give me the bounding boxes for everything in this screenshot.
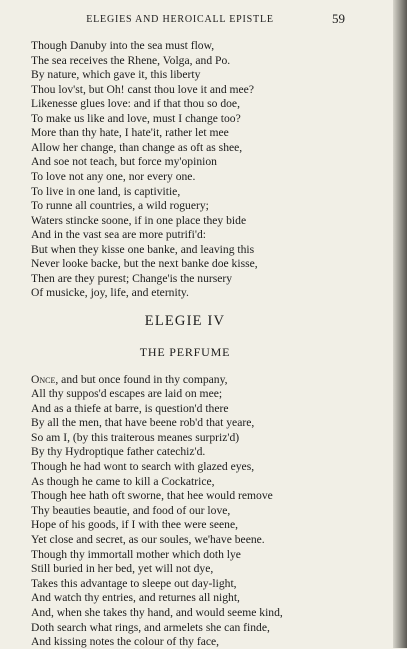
verse-line: Then are they purest; Change'is the nursery [31, 271, 233, 285]
verse-line: To love not any one, nor every one. [31, 169, 196, 183]
verse-line: Hope of his goods, if I with thee were seene, [31, 518, 239, 532]
verse-line: To runne all countries, a wild roguery; [31, 199, 209, 213]
verse-line: By nature, which gave it, this liberty [31, 68, 201, 82]
verse-line: Of musicke, joy, life, and eternity. [31, 286, 189, 300]
verse-line: All thy suppos'd escapes are laid on mee; [31, 387, 223, 400]
verse-line: And as a thiefe at barre, is question'd there [31, 401, 229, 415]
verse-line-rest: and but once found in thy company, [58, 373, 228, 386]
verse-line: To live in one land, is captivitie, [31, 184, 181, 198]
verse-line: Thy beauties beautie, and food of our love, [31, 503, 231, 517]
verse-line: And, when she takes thy hand, and would seeme kind, [31, 606, 283, 619]
verse-line: More than thy hate, I hate'it, rather let mee [31, 126, 229, 140]
verse-line: Thou lov'st, but Oh! canst thou love it and mee? [31, 82, 254, 96]
drop-word: Once, [31, 373, 59, 386]
verse-line: Allow her change, than change as oft as shee, [31, 140, 243, 154]
verse-line: By all the men, that have beene rob'd that yeare, [31, 416, 255, 430]
verse-line: And soe not teach, but force my'opinion [31, 155, 217, 169]
book-binding-shadow [393, 0, 407, 648]
verse-line: Doth search what rings, and armelets she can finde, [31, 620, 270, 634]
verse-line: So am I, (by this traiterous meanes surpriz'd) [31, 430, 240, 444]
verse-line: As though he came to kill a Cockatrice, [31, 474, 215, 488]
poem-title: THE PERFUME [139, 345, 231, 359]
verse-line: Still buried in her bed, yet will not dye, [31, 562, 214, 576]
elegie-title: ELEGIE IV [144, 313, 226, 329]
verse-line: Though he had wont to search with glazed eyes, [31, 460, 255, 473]
page-number: 59 [332, 11, 345, 26]
running-head: ELEGIES AND HEROICALL EPISTLE [86, 14, 274, 25]
verse-line: And kissing notes the colour of thy face, [31, 635, 220, 649]
verse-line [31, 373, 228, 387]
verse-line: By thy Hydroptique father catechiz'd. [31, 445, 206, 459]
verse-line: And watch thy entries, and returnes all night, [31, 591, 240, 605]
verse-line: Waters stincke soone, if in one place they bide [31, 213, 247, 227]
verse-line: Yet close and secret, as our soules, we'have beene. [31, 533, 265, 546]
verse-line: Though thy immortall mother which doth lye [31, 547, 241, 561]
verse-line: Takes this advantage to sleepe out day-light, [31, 576, 237, 590]
verse-line: But when they kisse one banke, and leaving this [31, 242, 255, 256]
verse-line: And in the vast sea are more putrifi'd: [31, 228, 206, 242]
verse-line: Never looke backe, but the next banke doe kisse, [31, 257, 258, 271]
verse-line: Though hee hath oft sworne, that hee would remove [31, 489, 273, 503]
verse-line: Likenesse glues love: and if that thou so doe, [31, 97, 240, 111]
verse-line: The sea receives the Rhene, Volga, and Po. [31, 53, 231, 67]
verse-line: To make us like and love, must I change too? [31, 111, 241, 125]
verse-line: Though Danuby into the sea must flow, [31, 39, 215, 52]
